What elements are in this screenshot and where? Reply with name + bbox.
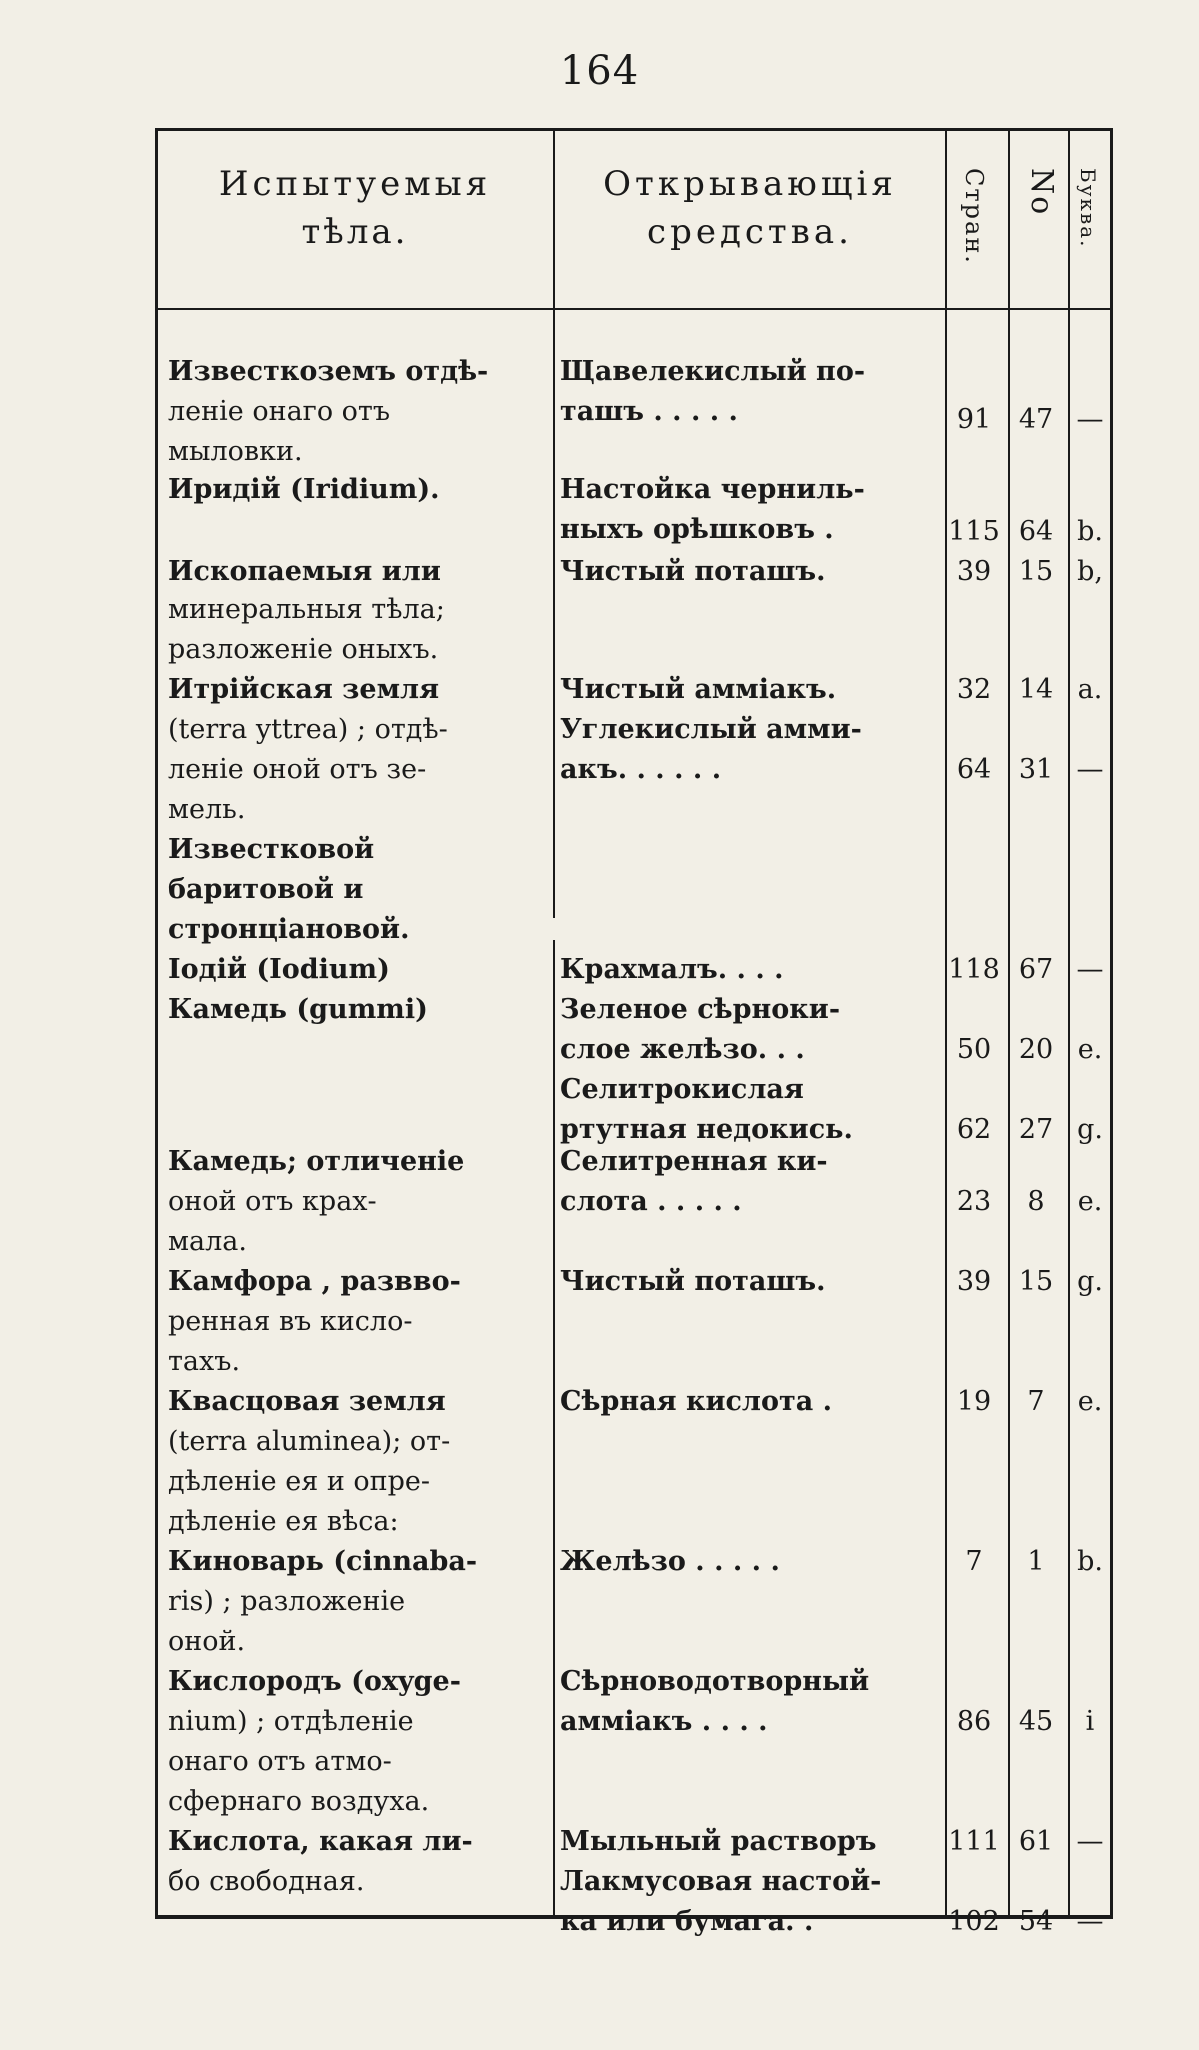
reagent-line: Мыльный растворъ (560, 1826, 877, 1857)
body-line: Известкоземъ отдѣ- (168, 356, 489, 387)
col1-rule-lower (553, 940, 555, 1919)
page-ref: 115 (948, 516, 1000, 547)
body-line: (terra yttrea) ; отдѣ- (168, 714, 448, 745)
page-number: 164 (559, 48, 640, 94)
number-ref: 15 (1018, 556, 1054, 587)
body-line: дѣленіе ея вѣса: (168, 1506, 399, 1537)
reagent-line: Чистый поташъ. (560, 556, 826, 587)
letter-ref: — (1076, 954, 1104, 985)
body-line: дѣленіе ея и опре- (168, 1466, 431, 1497)
body-line: минеральныя тѣла; (168, 594, 445, 625)
body-line: оной отъ крах- (168, 1186, 377, 1217)
reagent-line: Лакмусовая настой- (560, 1866, 882, 1897)
reagent-line: ртутная недокись. (560, 1114, 853, 1145)
header-rule (155, 308, 1113, 310)
col2-rule (945, 128, 947, 1919)
letter-ref: e. (1077, 1034, 1103, 1065)
reagent-line: Крахмалъ. . . . (560, 954, 784, 985)
page-ref: 23 (956, 1186, 992, 1217)
number-ref: 15 (1018, 1266, 1054, 1297)
body-line: тахъ. (168, 1346, 241, 1377)
body-line: Камедь (gummi) (168, 994, 428, 1025)
body-line: леніе онаго отъ (168, 396, 391, 427)
body-line: леніе оной отъ зе- (168, 754, 427, 785)
page-ref: 50 (956, 1034, 992, 1065)
page-ref: 118 (948, 954, 1000, 985)
number-ref: 8 (1027, 1186, 1045, 1217)
number-ref: 20 (1018, 1034, 1054, 1065)
page-ref: 39 (956, 1266, 992, 1297)
header-col3: Стран. (960, 168, 988, 265)
body-line: оной. (168, 1626, 246, 1657)
number-ref: 54 (1018, 1906, 1054, 1937)
letter-ref: i (1085, 1706, 1095, 1737)
number-ref: 14 (1018, 674, 1054, 705)
reagent-line: Углекислый амми- (560, 714, 862, 745)
reagent-line: ка или бумага. . (560, 1906, 814, 1937)
reagent-line: Настойка черниль- (560, 474, 865, 505)
page-ref: 86 (956, 1706, 992, 1737)
body-line: Іодій (Iodium) (168, 954, 390, 985)
header-col2-line2: средства. (647, 212, 853, 252)
right-rule (1110, 128, 1113, 1919)
reagent-line: слота . . . . . (560, 1186, 742, 1217)
reagent-line: Желѣзо . . . . . (560, 1546, 780, 1577)
header-col5: Буква. (1076, 168, 1100, 249)
body-line: Итрійская земля (168, 674, 440, 705)
number-ref: 7 (1027, 1386, 1045, 1417)
body-line: баритовой и (168, 874, 364, 905)
body-line: сфернаго воздуха. (168, 1786, 430, 1817)
page-ref: 111 (948, 1826, 1000, 1857)
reagent-line: Чистый аммiакъ. (560, 674, 837, 705)
body-line: мель. (168, 794, 246, 825)
header-col1-line2: тѣла. (301, 212, 409, 252)
body-line: (terra aluminea); от- (168, 1426, 451, 1457)
body-line: мыловки. (168, 436, 303, 467)
body-line: Камедь; отличеніе (168, 1146, 465, 1177)
col1-rule (553, 128, 555, 918)
reagent-line: Зеленое сѣрноки- (560, 994, 841, 1025)
letter-ref: a. (1077, 674, 1103, 705)
page-ref: 62 (956, 1114, 992, 1145)
number-ref: 47 (1018, 404, 1054, 435)
body-line: бо свободная. (168, 1866, 365, 1897)
reagent-line: Селитренная ки- (560, 1146, 828, 1177)
body-line: Квасцовая земля (168, 1386, 446, 1417)
reagent-line: ныхъ орѣшковъ . (560, 514, 834, 545)
letter-ref: e. (1077, 1186, 1103, 1217)
body-line: Ископаемыя или (168, 556, 441, 587)
header-col4: No (1024, 168, 1059, 217)
body-line: ris) ; разложеніе (168, 1586, 406, 1617)
reagent-line: Селитрокислая (560, 1074, 804, 1105)
number-ref: 64 (1018, 516, 1054, 547)
col3-rule (1008, 128, 1010, 1919)
reagent-line: Щавелекислый по- (560, 356, 866, 387)
number-ref: 61 (1018, 1826, 1054, 1857)
number-ref: 27 (1018, 1114, 1054, 1145)
number-ref: 31 (1018, 754, 1054, 785)
body-line: стронціановой. (168, 914, 410, 945)
letter-ref: — (1076, 1826, 1104, 1857)
header-col1-line1: Испытуемыя (218, 164, 492, 204)
reagent-line: ташъ . . . . . (560, 396, 738, 427)
top-rule (155, 128, 1113, 131)
letter-ref: — (1076, 404, 1104, 435)
header-col2 (556, 160, 944, 256)
body-line: Иридій (Iridium). (168, 474, 440, 505)
col4-rule (1068, 128, 1070, 1919)
reagent-line: Сѣрная кислота . (560, 1386, 832, 1417)
body-line: Кислота, какая ли- (168, 1826, 473, 1857)
page-ref: 102 (948, 1906, 1000, 1937)
page-ref: 19 (956, 1386, 992, 1417)
letter-ref: — (1076, 1906, 1104, 1937)
page-ref: 39 (956, 556, 992, 587)
body-line: разложеніе оныхъ. (168, 634, 439, 665)
page-ref: 7 (965, 1546, 983, 1577)
letter-ref: — (1076, 754, 1104, 785)
letter-ref: b. (1077, 1546, 1103, 1577)
page-ref: 91 (956, 404, 992, 435)
header-col2-line1: Открывающія (603, 164, 897, 204)
header-col1 (160, 160, 550, 256)
number-ref: 45 (1018, 1706, 1054, 1737)
reagent-line: слое желѣзо. . . (560, 1034, 805, 1065)
page-ref: 32 (956, 674, 992, 705)
body-line: Камфора , развво- (168, 1266, 461, 1297)
letter-ref: b, (1077, 556, 1103, 587)
reagent-line: аммiакъ . . . . (560, 1706, 768, 1737)
reagent-line: Сѣрноводотворный (560, 1666, 870, 1697)
body-line: nium) ; отдѣленіе (168, 1706, 414, 1737)
left-rule (155, 128, 158, 1919)
letter-ref: g. (1077, 1266, 1103, 1297)
letter-ref: b. (1077, 516, 1103, 547)
body-line: онаго отъ атмо- (168, 1746, 392, 1777)
reagent-line: Чистый поташъ. (560, 1266, 826, 1297)
body-line: Известковой (168, 834, 375, 865)
body-line: Киноварь (cinnaba- (168, 1546, 478, 1577)
reagent-line: акъ. . . . . . (560, 754, 722, 785)
letter-ref: g. (1077, 1114, 1103, 1145)
body-line: ренная въ кисло- (168, 1306, 413, 1337)
letter-ref: e. (1077, 1386, 1103, 1417)
body-line: Кислородъ (oxyge- (168, 1666, 461, 1697)
body-line: мала. (168, 1226, 247, 1257)
page-ref: 64 (956, 754, 992, 785)
number-ref: 1 (1027, 1546, 1045, 1577)
number-ref: 67 (1018, 954, 1054, 985)
